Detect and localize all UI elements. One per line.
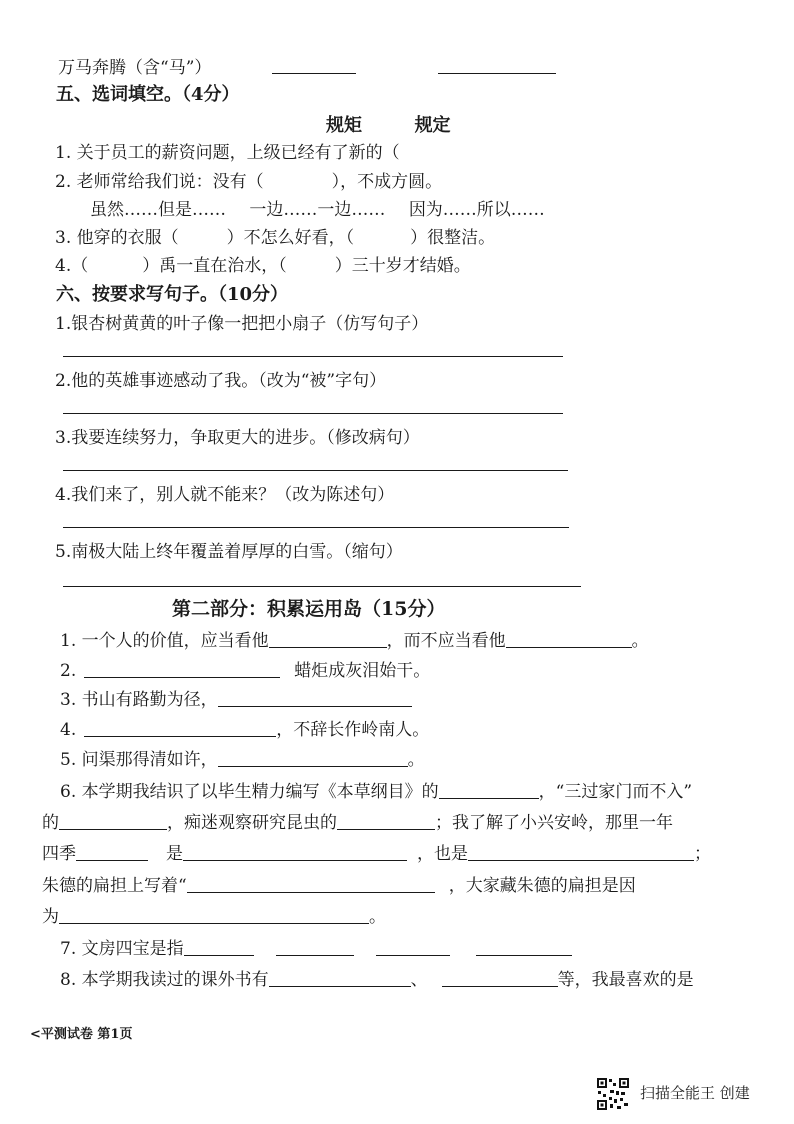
answer-blank[interactable] [376, 939, 450, 956]
p2-q6-line3 [42, 843, 711, 865]
p2-q1-part: 。 [631, 631, 649, 651]
answer-blank[interactable] [269, 970, 411, 987]
p2-q6-part: 的 [42, 813, 59, 833]
s5-q1: 1. 关于员工的薪资问题，上级已经有了新的（ [55, 143, 400, 163]
p2-q5-part: 。 [407, 750, 425, 770]
p2-q8 [60, 969, 694, 991]
idiom-text: 万马奔腾（含“马”） [58, 58, 212, 78]
answer-blank[interactable] [476, 939, 572, 956]
p2-q6-part: 为 [42, 907, 59, 927]
page-footer: <平测试卷 第1页 [30, 1027, 133, 1042]
part2-heading: 第二部分：积累运用岛（15分） [172, 598, 446, 620]
p2-q6-line2 [42, 812, 673, 834]
answer-blank[interactable] [84, 661, 280, 678]
answer-blank[interactable] [76, 844, 148, 861]
p2-q6-part: 。 [369, 907, 386, 927]
s6-item: 3.我要连续努力，争取更大的进步。（修改病句） [55, 428, 420, 448]
p2-q5-part: 5. 问渠那得清如许， [60, 750, 218, 770]
answer-blank[interactable] [187, 876, 435, 893]
s5-q4 [55, 255, 471, 277]
p2-q8-part: 、 [410, 970, 428, 990]
p2-q4 [60, 719, 429, 741]
answer-blank[interactable] [183, 844, 407, 861]
word-choice: 规定 [414, 115, 451, 136]
section6-heading: 六、按要求写句子。（10分） [56, 284, 289, 305]
section5-heading: 五、选词填空。（4分） [56, 84, 240, 105]
top-line [58, 57, 211, 79]
p2-q6-part: ，“三过家门而不入” [538, 782, 693, 802]
p2-q6-part: ，也是 [417, 844, 468, 864]
s5-q2 [55, 171, 442, 193]
answer-blank[interactable] [438, 73, 556, 74]
answer-blank[interactable] [59, 813, 167, 830]
p2-q6-line5 [42, 906, 386, 928]
p2-q7-part: 7. 文房四宝是指 [60, 939, 184, 959]
p2-q2-part: 蜡炬成灰泪始干。 [294, 661, 431, 681]
answer-line[interactable] [63, 470, 568, 471]
connective-options [90, 199, 563, 221]
answer-blank[interactable] [439, 782, 539, 799]
p2-q1 [60, 630, 649, 652]
answer-blank[interactable] [337, 813, 435, 830]
s5-q3-part: 3. 他穿的衣服（ [55, 228, 179, 248]
answer-line[interactable] [63, 527, 569, 528]
s6-item: 4.我们来了，别人就不能来？（改为陈述句） [55, 485, 395, 505]
p2-q6-part: 6. 本学期我结识了以毕生精力编写《本草纲目》的 [60, 782, 439, 802]
answer-blank[interactable] [468, 844, 694, 861]
p2-q1-part: 1. 一个人的价值，应当看他 [60, 631, 269, 651]
p2-q8-part: 等，我最喜欢的是 [557, 970, 694, 990]
word-choices [326, 115, 451, 137]
s5-q4-part: 4.（ [55, 256, 89, 276]
s5-q2-part: ），不成方圆。 [331, 172, 443, 192]
p2-q6-part: ，大家藏朱德的扁担是因 [448, 876, 636, 896]
p2-q8-part: 8. 本学期我读过的课外书有 [60, 970, 269, 990]
answer-blank[interactable] [184, 939, 254, 956]
answer-line[interactable] [63, 356, 563, 357]
s5-q4-part: ）禹一直在治水，（ [142, 256, 287, 276]
s5-q2-part: 2. 老师常给我们说：没有（ [55, 172, 264, 192]
qr-code-icon [596, 1077, 630, 1111]
p2-q4-part: ，不辞长作岭南人。 [276, 720, 430, 740]
answer-line[interactable] [63, 413, 563, 414]
connective-option: 因为……所以…… [408, 200, 545, 220]
p2-q7 [60, 938, 572, 960]
word-choice: 规矩 [326, 115, 362, 136]
p2-q6-part: 四季 [42, 844, 76, 864]
answer-blank[interactable] [59, 907, 369, 924]
p2-q3-part: 3. 书山有路勤为径， [60, 690, 218, 710]
connective-option: 虽然……但是…… [90, 200, 226, 220]
p2-q2 [60, 660, 430, 682]
p2-q6-part: 朱德的扁担上写着“ [42, 876, 187, 896]
s6-item: 2.他的英雄事迹感动了我。（改为“被”字句） [55, 371, 387, 391]
answer-line[interactable] [63, 586, 581, 587]
s5-q4-part: ）三十岁才结婚。 [334, 256, 471, 276]
p2-q2-part: 2. [60, 661, 77, 681]
answer-blank[interactable] [269, 631, 387, 648]
scanner-watermark: 扫描全能王 创建 [640, 1084, 750, 1102]
answer-blank[interactable] [272, 73, 356, 74]
answer-blank[interactable] [506, 631, 632, 648]
answer-blank[interactable] [218, 690, 412, 707]
p2-q3 [60, 689, 412, 711]
answer-blank[interactable] [84, 720, 276, 737]
s5-q3-part: ）很整洁。 [410, 228, 496, 248]
connective-option: 一边……一边…… [249, 200, 386, 220]
p2-q6-part: ； [694, 844, 711, 864]
answer-blank[interactable] [218, 750, 408, 767]
s5-q3 [55, 227, 495, 249]
p2-q4-part: 4. [60, 720, 77, 740]
p2-q6-part: ，痴迷观察研究昆虫的 [167, 813, 337, 833]
answer-blank[interactable] [442, 970, 558, 987]
p2-q5 [60, 749, 425, 771]
answer-blank[interactable] [276, 939, 354, 956]
s5-q3-part: ）不怎么好看，（ [226, 228, 355, 248]
p2-q6-line1 [60, 781, 692, 803]
p2-q1-part: ，而不应当看他 [386, 631, 506, 651]
p2-q6-line4 [42, 875, 636, 897]
s6-item: 5.南极大陆上终年覆盖着厚厚的白雪。（缩句） [55, 542, 403, 562]
p2-q6-part: 是 [166, 844, 183, 864]
p2-q6-part: ；我了解了小兴安岭，那里一年 [435, 813, 673, 833]
s6-item: 1.银杏树黄黄的叶子像一把把小扇子（仿写句子） [55, 314, 429, 334]
